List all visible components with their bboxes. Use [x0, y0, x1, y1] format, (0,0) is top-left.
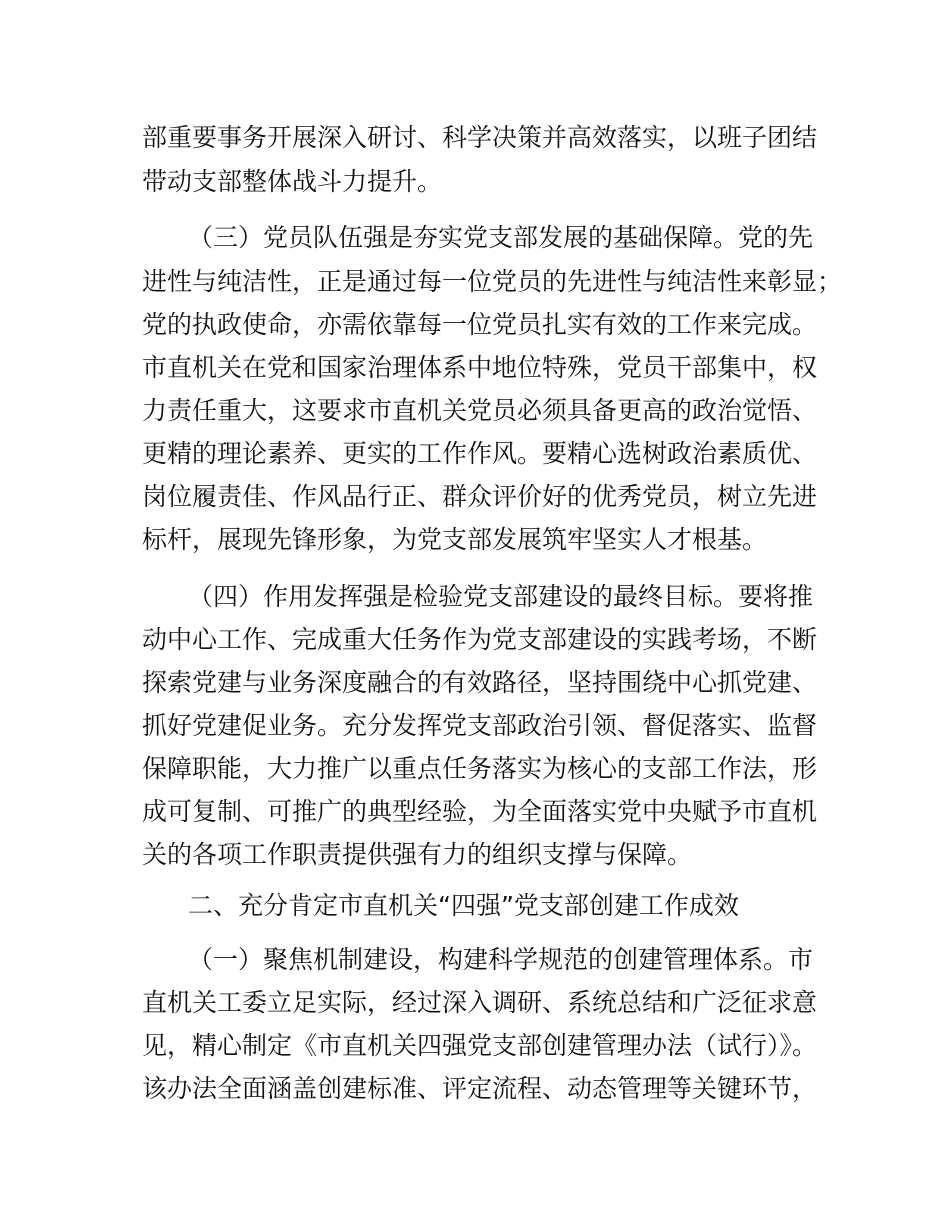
- paragraph-line: 市直机关在党和国家治理体系中地位特殊，党员干部集中，权: [142, 353, 818, 382]
- paragraph-line: 更精的理论素养、更实的工作作风。要精心选树政治素质优、: [142, 439, 818, 468]
- paragraph-line: （三）党员队伍强是夯实党支部发展的基础保障。党的先: [188, 223, 814, 252]
- paragraph-line: 成可复制、可推广的典型经验，为全面落实党中央赋予市直机: [142, 797, 818, 826]
- paragraph-line: 带动支部整体战斗力提升。: [142, 167, 443, 196]
- paragraph-line: 抓好党建促业务。充分发挥党支部政治引领、督促落实、监督: [142, 711, 818, 740]
- section-heading: 二、充分肯定市直机关“四强”党支部创建工作成效: [188, 891, 739, 920]
- paragraph-line: （一）聚焦机制建设，构建科学规范的创建管理体系。市: [188, 945, 814, 974]
- paragraph-line: 保障职能，大力推广以重点任务落实为核心的支部工作法，形: [142, 754, 818, 783]
- paragraph-line: 部重要事务开展深入研讨、科学决策并高效落实，以班子团结: [142, 123, 818, 152]
- paragraph-line: 关的各项工作职责提供强有力的组织支撑与保障。: [142, 840, 693, 869]
- paragraph-line: 岗位履责佳、作风品行正、群众评价好的优秀党员，树立先进: [142, 482, 818, 511]
- paragraph-line: 标杆，展现先锋形象，为党支部发展筑牢坚实人才根基。: [142, 525, 768, 554]
- paragraph-line: 该办法全面涵盖创建标准、评定流程、动态管理等关键环节，: [142, 1074, 818, 1103]
- paragraph-line: 见，精心制定《市直机关四强党支部创建管理办法（试行）》。: [142, 1031, 818, 1060]
- paragraph-line: 探索党建与业务深度融合的有效路径，坚持围绕中心抓党建、: [142, 668, 818, 697]
- paragraph-line: 动中心工作、完成重大任务作为党支部建设的实践考场，不断: [142, 625, 818, 654]
- paragraph-line: 党的执政使命，亦需依靠每一位党员扎实有效的工作来完成。: [142, 310, 818, 339]
- paragraph-line: （四）作用发挥强是检验党支部建设的最终目标。要将推: [188, 582, 814, 611]
- paragraph-line: 进性与纯洁性，正是通过每一位党员的先进性与纯洁性来彰显；: [142, 267, 843, 296]
- paragraph-line: 直机关工委立足实际，经过深入调研、系统总结和广泛征求意: [142, 988, 818, 1017]
- paragraph-line: 力责任重大，这要求市直机关党员必须具备更高的政治觉悟、: [142, 396, 818, 425]
